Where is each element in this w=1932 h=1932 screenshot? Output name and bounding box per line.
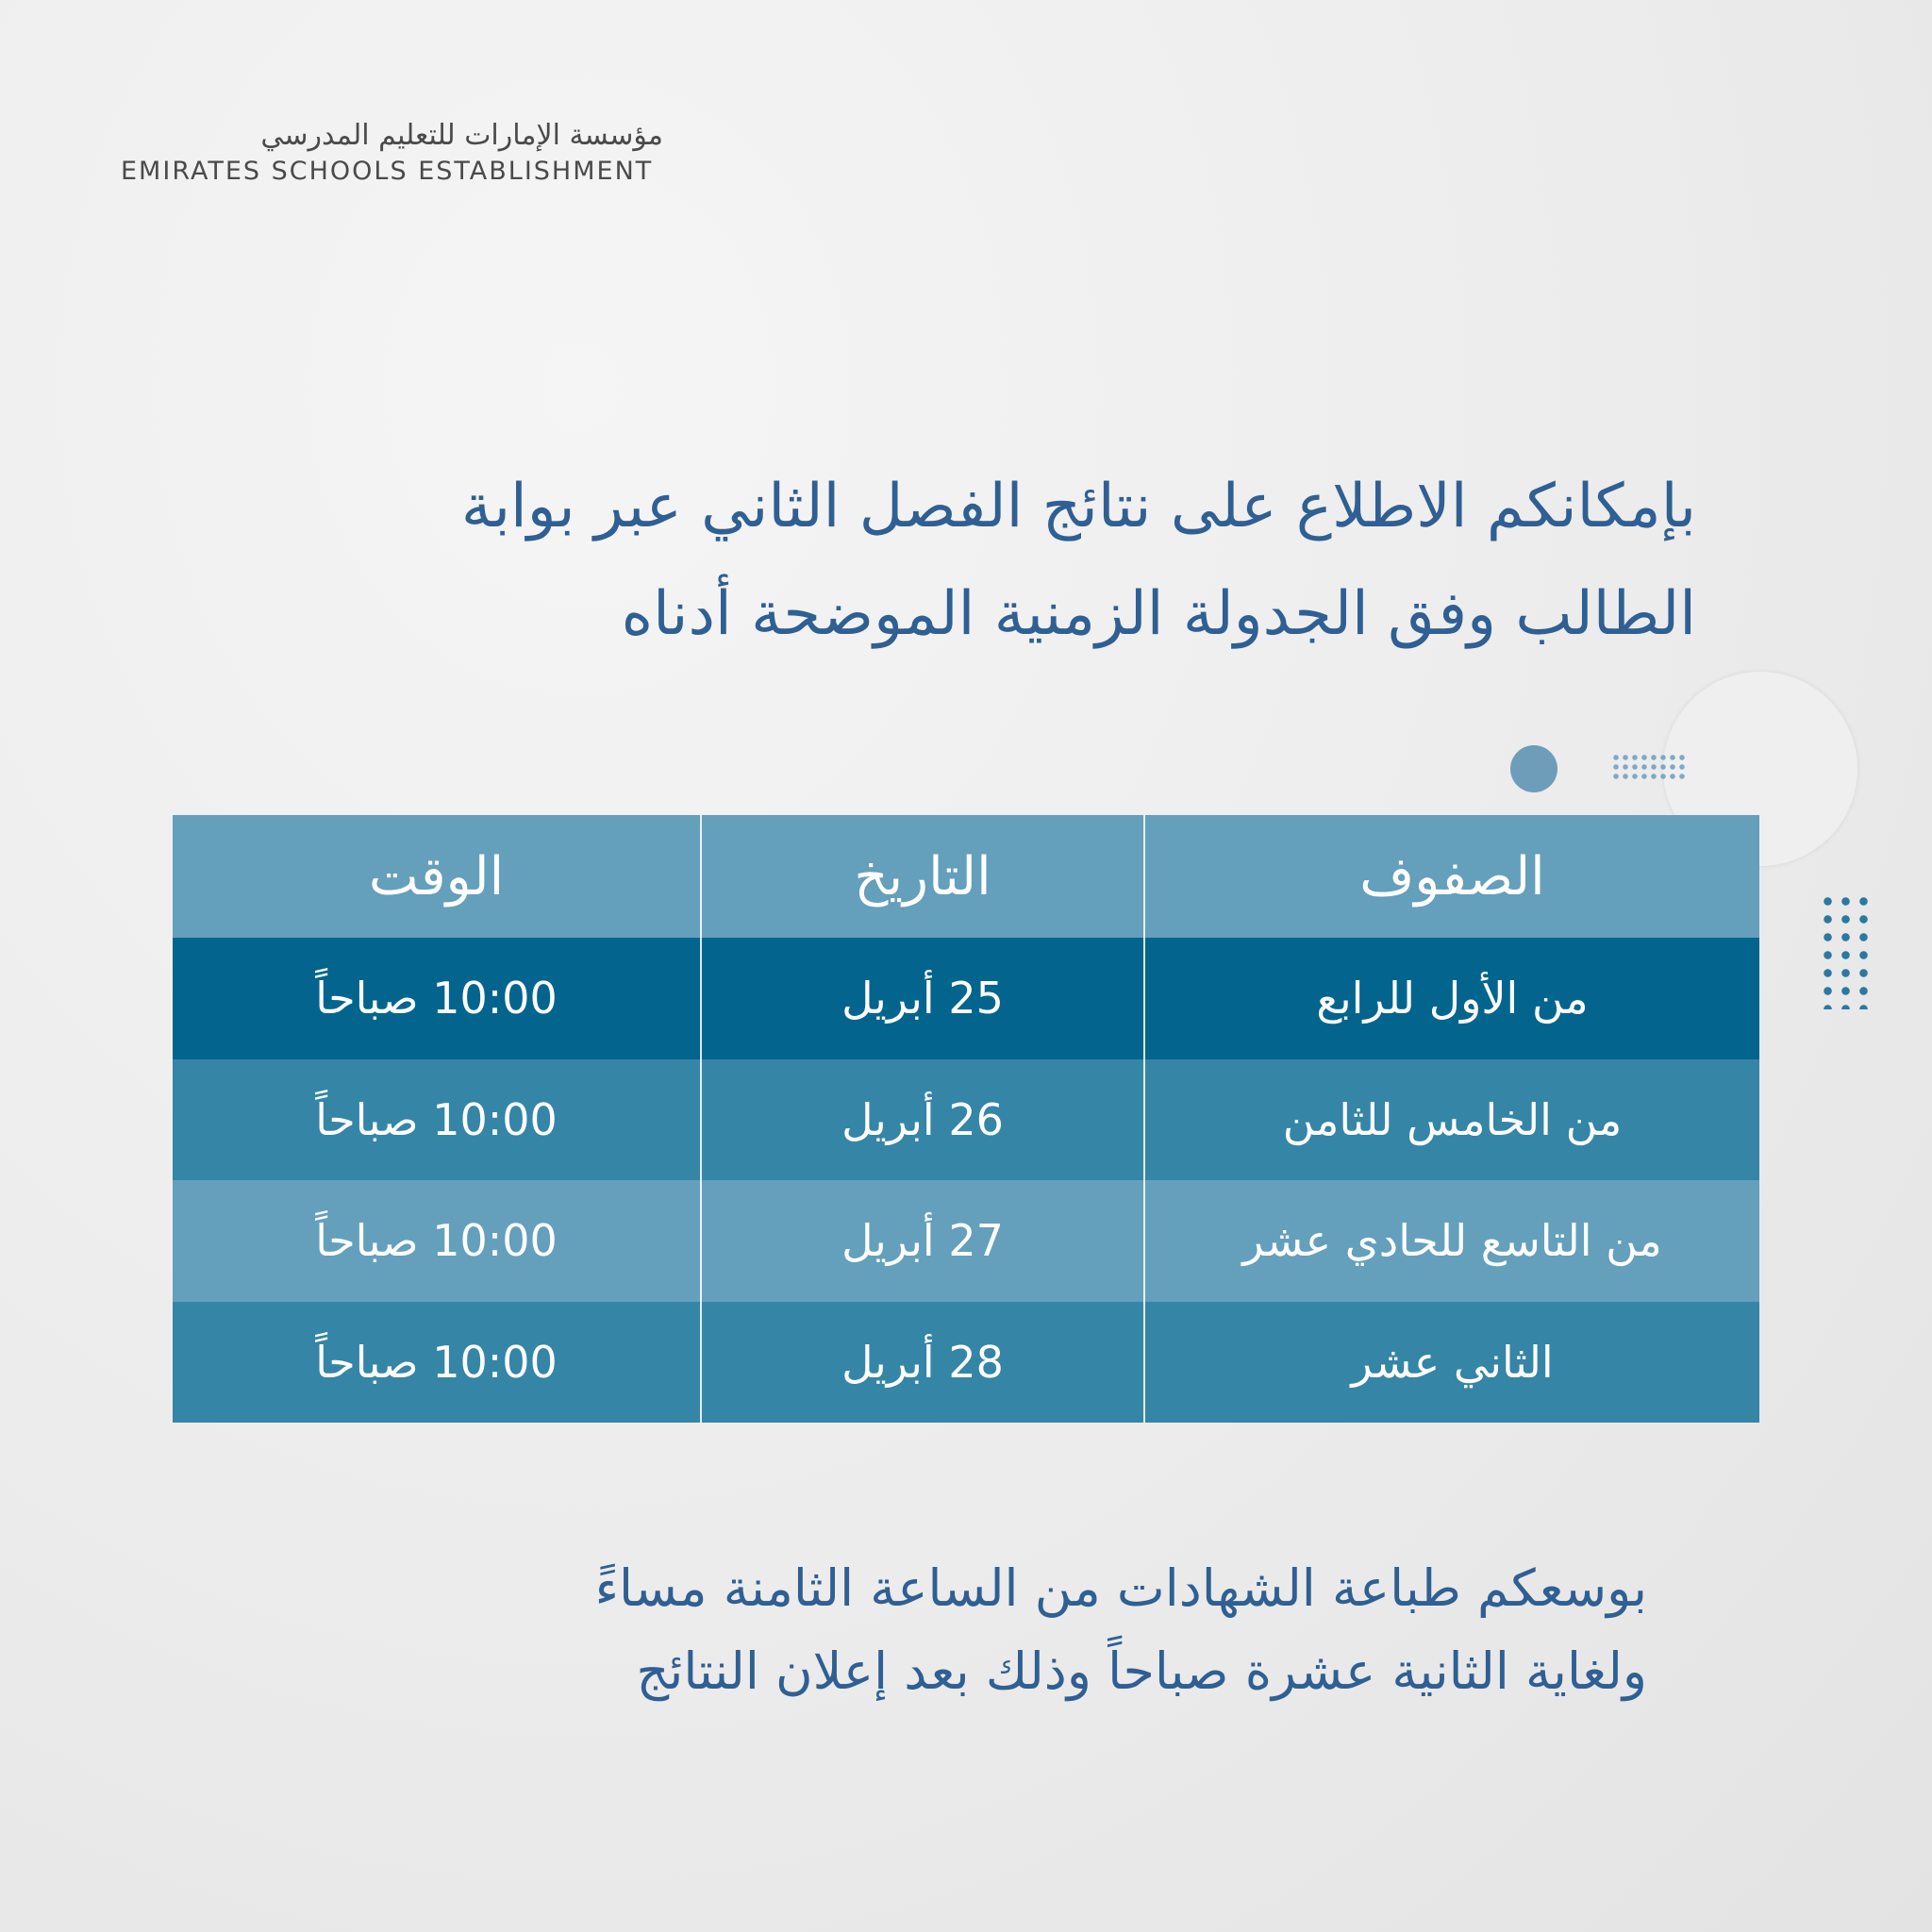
cell-time: 10:00 صباحاً — [173, 938, 701, 1059]
cell-grades: من الأول للرابع — [1144, 938, 1759, 1059]
decorative-dot-grid-vertical — [1819, 892, 1872, 1009]
logo-english-text: EMIRATES SCHOOLS ESTABLISHMENT — [121, 157, 654, 186]
cell-date: 27 أبريل — [701, 1180, 1144, 1302]
cell-grades: من التاسع للحادي عشر — [1144, 1180, 1759, 1302]
table-header-row — [173, 815, 1759, 938]
header-date: التاريخ — [701, 815, 1144, 938]
cell-date: 26 أبريل — [701, 1059, 1144, 1181]
cell-date: 28 أبريل — [701, 1302, 1144, 1424]
cell-time: 10:00 صباحاً — [173, 1059, 701, 1181]
table-row — [173, 1302, 1759, 1424]
cell-date: 25 أبريل — [701, 938, 1144, 1059]
header-time: الوقت — [173, 815, 701, 938]
cell-grades: الثاني عشر — [1144, 1302, 1759, 1424]
table-row — [173, 938, 1759, 1059]
decorative-dot-grid-horizontal — [1611, 753, 1687, 783]
headline — [187, 453, 1696, 668]
table-row — [173, 1180, 1759, 1302]
results-schedule-table — [173, 815, 1759, 1423]
institution-logo — [121, 117, 663, 189]
table-row — [173, 1059, 1759, 1181]
footer-line-2: ولغاية الثانية عشرة صباحاً وذلك بعد إعلان النتائج — [636, 1641, 1647, 1701]
headline-line-2: الطالب وفق الجدولة الزمنية الموضحة أدناه — [621, 579, 1696, 649]
cell-time: 10:00 صباحاً — [173, 1180, 701, 1302]
header-grades: الصفوف — [1144, 815, 1759, 938]
headline-line-1: بإمكانكم الاطلاع على نتائج الفصل الثاني عبر بوابة — [460, 472, 1696, 541]
decorative-dot — [1510, 745, 1557, 792]
logo-arabic-text: مؤسسة الإمارات للتعليم المدرسي — [260, 119, 663, 152]
footer-line-1: بوسعكم طباعة الشهادات من الساعة الثامنة مساءً — [594, 1558, 1647, 1618]
cell-grades: من الخامس للثامن — [1144, 1059, 1759, 1181]
cell-time: 10:00 صباحاً — [173, 1302, 701, 1424]
footer-note — [138, 1547, 1647, 1713]
